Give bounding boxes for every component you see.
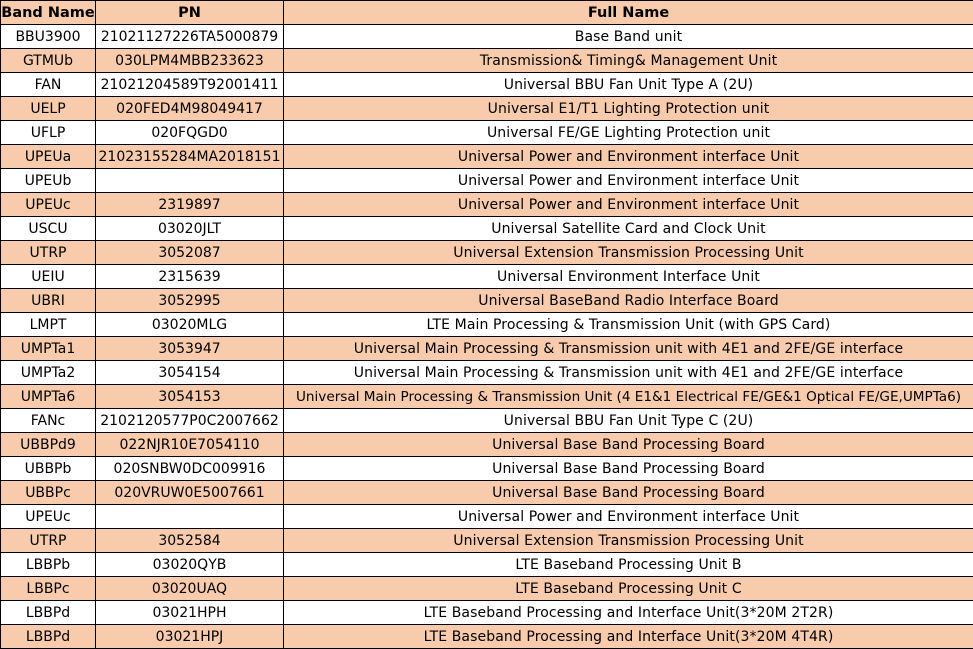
- cell-pn[interactable]: 2102120577P0C2007662: [96, 409, 284, 433]
- cell-band-name[interactable]: UMPTa1: [1, 337, 96, 361]
- cell-pn[interactable]: 3052584: [96, 529, 284, 553]
- cell-band-name[interactable]: UBBPb: [1, 457, 96, 481]
- cell-full-name[interactable]: Universal FE/GE Lighting Protection unit: [284, 121, 973, 145]
- cell-pn[interactable]: 03020UAQ: [96, 577, 284, 601]
- header-row: [1, 1, 973, 25]
- table-row: [1, 145, 973, 169]
- cell-pn[interactable]: 03021HPH: [96, 601, 284, 625]
- cell-pn[interactable]: 3054153: [96, 385, 284, 409]
- cell-pn[interactable]: 3054154: [96, 361, 284, 385]
- cell-pn[interactable]: 21021127226TA5000879: [96, 25, 284, 49]
- cell-pn[interactable]: 03021HPJ: [96, 625, 284, 649]
- table-row: [1, 505, 973, 529]
- cell-band-name[interactable]: LBBPb: [1, 553, 96, 577]
- cell-band-name[interactable]: UTRP: [1, 529, 96, 553]
- cell-pn[interactable]: [96, 169, 284, 193]
- cell-band-name[interactable]: LMPT: [1, 313, 96, 337]
- table-row: [1, 97, 973, 121]
- cell-pn[interactable]: 022NJR10E7054110: [96, 433, 284, 457]
- cell-pn[interactable]: 020VRUW0E5007661: [96, 481, 284, 505]
- cell-pn[interactable]: 3052087: [96, 241, 284, 265]
- cell-full-name[interactable]: Universal BBU Fan Unit Type C (2U): [284, 409, 973, 433]
- cell-full-name[interactable]: Universal Main Processing & Transmission Unit (4 E1&1 Electrical FE/GE&1 Optical FE/GE,UMPTa6): [284, 385, 973, 409]
- cell-full-name[interactable]: LTE Baseband Processing and Interface Unit(3*20M 2T2R): [284, 601, 973, 625]
- cell-pn[interactable]: [96, 505, 284, 529]
- table-row: [1, 553, 973, 577]
- cell-pn[interactable]: 3053947: [96, 337, 284, 361]
- cell-pn[interactable]: 21023155284MA2018151: [96, 145, 284, 169]
- cell-full-name[interactable]: Universal Power and Environment interface Unit: [284, 193, 973, 217]
- table-row: [1, 577, 973, 601]
- header-band-name[interactable]: Band Name: [1, 1, 96, 25]
- cell-band-name[interactable]: UTRP: [1, 241, 96, 265]
- cell-band-name[interactable]: UMPTa2: [1, 361, 96, 385]
- table-row: [1, 481, 973, 505]
- cell-full-name[interactable]: Universal BaseBand Radio Interface Board: [284, 289, 973, 313]
- cell-full-name[interactable]: Universal Base Band Processing Board: [284, 481, 973, 505]
- cell-band-name[interactable]: FANc: [1, 409, 96, 433]
- cell-band-name[interactable]: LBBPd: [1, 601, 96, 625]
- table-row: [1, 241, 973, 265]
- table-row: [1, 73, 973, 97]
- table-row: [1, 25, 973, 49]
- cell-full-name[interactable]: LTE Baseband Processing and Interface Unit(3*20M 4T4R): [284, 625, 973, 649]
- cell-band-name[interactable]: GTMUb: [1, 49, 96, 73]
- header-full-name[interactable]: Full Name: [284, 1, 973, 25]
- cell-band-name[interactable]: UBBPc: [1, 481, 96, 505]
- cell-full-name[interactable]: Universal Base Band Processing Board: [284, 457, 973, 481]
- cell-full-name[interactable]: Universal BBU Fan Unit Type A (2U): [284, 73, 973, 97]
- cell-pn[interactable]: 020SNBW0DC009916: [96, 457, 284, 481]
- table-row: [1, 313, 973, 337]
- table-row: [1, 217, 973, 241]
- cell-pn[interactable]: 030LPM4MBB233623: [96, 49, 284, 73]
- cell-pn[interactable]: 03020MLG: [96, 313, 284, 337]
- cell-full-name[interactable]: Universal Base Band Processing Board: [284, 433, 973, 457]
- table-row: [1, 385, 973, 409]
- table-row: [1, 121, 973, 145]
- cell-full-name[interactable]: Transmission& Timing& Management Unit: [284, 49, 973, 73]
- cell-band-name[interactable]: FAN: [1, 73, 96, 97]
- cell-full-name[interactable]: LTE Baseband Processing Unit B: [284, 553, 973, 577]
- cell-pn[interactable]: 020FQGD0: [96, 121, 284, 145]
- table-row: [1, 601, 973, 625]
- cell-full-name[interactable]: Universal Environment Interface Unit: [284, 265, 973, 289]
- cell-band-name[interactable]: UMPTa6: [1, 385, 96, 409]
- cell-full-name[interactable]: Universal Satellite Card and Clock Unit: [284, 217, 973, 241]
- cell-pn[interactable]: 2315639: [96, 265, 284, 289]
- table-row: [1, 289, 973, 313]
- cell-pn[interactable]: 3052995: [96, 289, 284, 313]
- cell-band-name[interactable]: UEIU: [1, 265, 96, 289]
- cell-full-name[interactable]: Universal Main Processing & Transmission unit with 4E1 and 2FE/GE interface: [284, 361, 973, 385]
- cell-pn[interactable]: 03020QYB: [96, 553, 284, 577]
- cell-full-name[interactable]: Universal Main Processing & Transmission unit with 4E1 and 2FE/GE interface: [284, 337, 973, 361]
- cell-band-name[interactable]: UPEUb: [1, 169, 96, 193]
- cell-band-name[interactable]: UPEUc: [1, 505, 96, 529]
- cell-band-name[interactable]: USCU: [1, 217, 96, 241]
- cell-band-name[interactable]: UPEUc: [1, 193, 96, 217]
- table-row: [1, 169, 973, 193]
- table-row: [1, 529, 973, 553]
- cell-full-name[interactable]: Universal Power and Environment interface Unit: [284, 505, 973, 529]
- cell-full-name[interactable]: Base Band unit: [284, 25, 973, 49]
- cell-band-name[interactable]: LBBPd: [1, 625, 96, 649]
- table-row: [1, 193, 973, 217]
- table-row: [1, 361, 973, 385]
- table-row: [1, 409, 973, 433]
- cell-full-name[interactable]: Universal E1/T1 Lighting Protection unit: [284, 97, 973, 121]
- table-body: [1, 25, 973, 649]
- cell-band-name[interactable]: UFLP: [1, 121, 96, 145]
- cell-full-name[interactable]: Universal Extension Transmission Processing Unit: [284, 241, 973, 265]
- header-pn[interactable]: PN: [96, 1, 284, 25]
- cell-pn[interactable]: 020FED4M98049417: [96, 97, 284, 121]
- cell-band-name[interactable]: UPEUa: [1, 145, 96, 169]
- cell-pn[interactable]: 03020JLT: [96, 217, 284, 241]
- cell-band-name[interactable]: LBBPc: [1, 577, 96, 601]
- cell-band-name[interactable]: BBU3900: [1, 25, 96, 49]
- table-row: [1, 625, 973, 649]
- cell-pn[interactable]: 21021204589T92001411: [96, 73, 284, 97]
- table-row: [1, 457, 973, 481]
- cell-band-name[interactable]: UBBPd9: [1, 433, 96, 457]
- cell-pn[interactable]: 2319897: [96, 193, 284, 217]
- cell-band-name[interactable]: UELP: [1, 97, 96, 121]
- table-row: [1, 49, 973, 73]
- table-row: [1, 433, 973, 457]
- table-row: [1, 337, 973, 361]
- cell-band-name[interactable]: UBRI: [1, 289, 96, 313]
- cell-full-name[interactable]: Universal Extension Transmission Processing Unit: [284, 529, 973, 553]
- cell-full-name[interactable]: Universal Power and Environment interface Unit: [284, 145, 973, 169]
- table-row: [1, 265, 973, 289]
- cell-full-name[interactable]: LTE Main Processing & Transmission Unit (with GPS Card): [284, 313, 973, 337]
- cell-full-name[interactable]: Universal Power and Environment interface Unit: [284, 169, 973, 193]
- cell-full-name[interactable]: LTE Baseband Processing Unit C: [284, 577, 973, 601]
